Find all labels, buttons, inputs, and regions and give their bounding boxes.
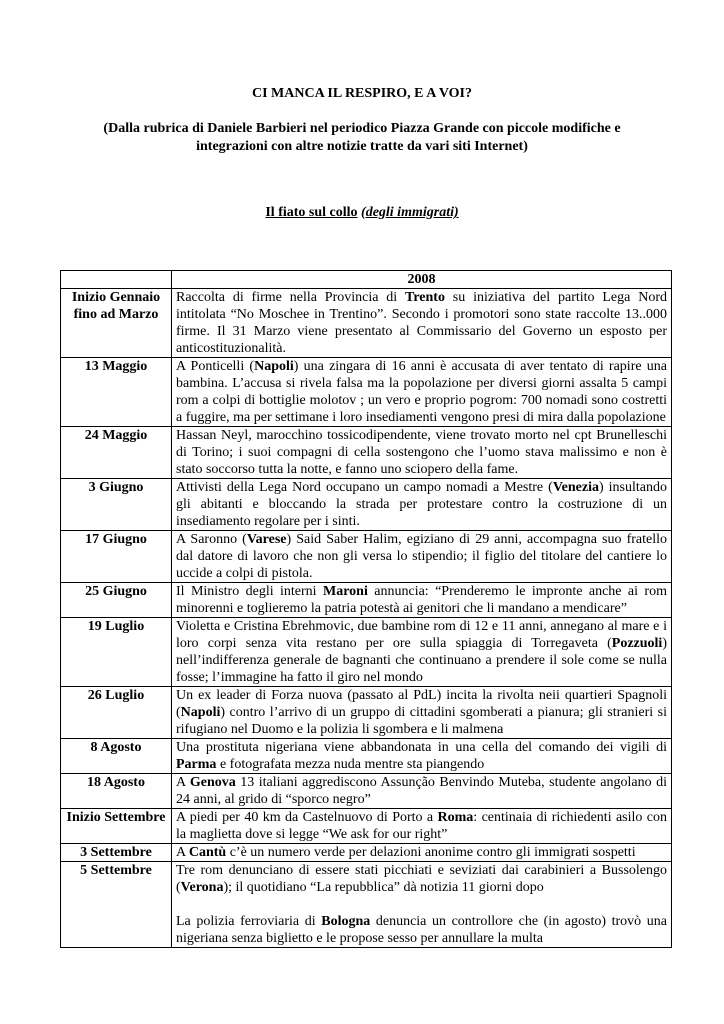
event-description: A Cantù c’è un numero verde per delazioni anonime contro gli immigrati sospetti <box>172 844 672 862</box>
section-heading <box>0 205 724 221</box>
place-name: Varese <box>246 532 287 547</box>
event-date: 17 Giugno <box>61 531 172 583</box>
event-description: A Genova 13 italiani aggrediscono Assunção Benvindo Muteba, studente angolano di 24 anni, al grido di “sporco negro” <box>172 774 672 809</box>
paragraph-gap <box>176 896 667 913</box>
event-date: 18 Agosto <box>61 774 172 809</box>
event-description: Il Ministro degli interni Maroni annuncia: “Prenderemo le impronte anche ai rom minorenni e toglieremo la patria potestà ai genitori che li mandano a mendicare” <box>172 583 672 618</box>
section-heading-main: Il fiato sul collo <box>265 205 358 220</box>
event-description: A Saronno (Varese) Said Saber Halim, egiziano di 29 anni, accompagna suo fratello dal datore di lavoro che non gli versa lo stipendio; il figlio del titolare del cantiere lo uccide a colpi di pistola. <box>172 531 672 583</box>
event-paragraph: Tre rom denunciano di essere stati picchiati e seviziati dai carabinieri a Bussolengo (Verona); il quotidiano “La repubblica” dà notizia 11 giorni dopo <box>176 863 667 895</box>
document-title: CI MANCA IL RESPIRO, E A VOI? <box>251 86 472 101</box>
event-date: 8 Agosto <box>61 739 172 774</box>
event-description <box>172 862 672 948</box>
place-name: Venezia <box>552 480 599 495</box>
event-description: Raccolta di firme nella Provincia di Trento su iniziativa del partito Lega Nord intitolata “No Moschee in Trentino”. Secondo i promotori sono state raccolte 13..000 firme. Il 31 Marzo viene presentato al Commissario del Governo un esposto per anticostituzionalità. <box>172 289 672 358</box>
event-date: 26 Luglio <box>61 687 172 739</box>
table-row <box>61 479 672 531</box>
table-row <box>61 583 672 618</box>
header-empty-cell <box>61 271 172 289</box>
table-row <box>61 358 672 427</box>
event-paragraph: La polizia ferroviaria di Bologna denuncia un controllore che (in agosto) trovò una nigeriana senza biglietto e le propose sesso per annullare la multa <box>176 914 667 946</box>
event-description: Hassan Neyl, marocchino tossicodipendente, viene trovato morto nel cpt Brunelleschi di Torino; i suoi compagni di cella sostengono che l’uomo stava malissimo e non è stato soccorso tutta la notte, e fanno uno sciopero della fame. <box>172 427 672 479</box>
place-name: Parma <box>176 757 217 772</box>
event-description: A piedi per 40 km da Castelnuovo di Porto a Roma: centinaia di richiedenti asilo con la maglietta dove si legge “We ask for our right” <box>172 809 672 844</box>
event-description: Violetta e Cristina Ebrehmovic, due bambine rom di 12 e 11 anni, annegano al mare e i loro corpi senza vita restano per ore sulla spiaggia di Torregaveta (Pozzuoli) nell’indifferenza generale de bagnanti che continuano a prendere il sole come se nulla fosse; l’immagine ha fatto il giro nel mondo <box>172 618 672 687</box>
person-name: Maroni <box>322 584 368 599</box>
table-row <box>61 618 672 687</box>
event-date: 19 Luglio <box>61 618 172 687</box>
place-name: Roma <box>437 810 474 825</box>
event-description: Attivisti della Lega Nord occupano un campo nomadi a Mestre (Venezia) insultando gli abitanti e bloccando la strada per protestare contro la costruzione di un insediamento regolare per i sinti. <box>172 479 672 531</box>
year-header: 2008 <box>172 271 672 289</box>
place-name: Verona <box>180 880 224 895</box>
table-row <box>61 774 672 809</box>
place-name: Trento <box>405 290 445 305</box>
event-date: 25 Giugno <box>61 583 172 618</box>
event-date: 5 Settembre <box>61 862 172 948</box>
event-description: Un ex leader di Forza nuova (passato al PdL) incita la rivolta neii quartieri Spagnoli (Napoli) contro l’arrivo di un gruppo di cittadini sgomberati a pianura; gli stranieri si rifugiano nel Duomo e la polizia li sgombera e li malmena <box>172 687 672 739</box>
event-date: Inizio Gennaio fino ad Marzo <box>61 289 172 358</box>
event-date: 3 Settembre <box>61 844 172 862</box>
table-row <box>61 531 672 583</box>
table-row <box>61 862 672 948</box>
place-name: Cantù <box>188 845 227 860</box>
event-description: Una prostituta nigeriana viene abbandonata in una cella del comando dei vigili di Parma e fotografata mezza nuda mentre sta piangendo <box>172 739 672 774</box>
document-subtitle: (Dalla rubrica di Daniele Barbieri nel periodico Piazza Grande con piccole modifiche e integrazioni con altre notizie tratte da vari siti Internet) <box>103 121 621 154</box>
table-row <box>61 427 672 479</box>
table-row <box>61 687 672 739</box>
table-row <box>61 809 672 844</box>
event-date: 24 Maggio <box>61 427 172 479</box>
table-header-row <box>61 271 672 289</box>
place-name: Napoli <box>254 359 294 374</box>
place-name: Genova <box>189 775 236 790</box>
place-name: Bologna <box>321 914 371 929</box>
table-row <box>61 289 672 358</box>
event-date: 3 Giugno <box>61 479 172 531</box>
timeline-table <box>60 270 672 948</box>
place-name: Pozzuoli <box>611 636 663 651</box>
place-name: Napoli <box>180 705 221 720</box>
event-date: Inizio Settembre <box>61 809 172 844</box>
event-date: 13 Maggio <box>61 358 172 427</box>
section-heading-italic: (degli immigrati) <box>361 205 459 220</box>
table-row <box>61 739 672 774</box>
event-description: A Ponticelli (Napoli) una zingara di 16 anni è accusata di aver tentato di rapire una bambina. L’accusa si rivela falsa ma la popolazione per diversi giorni assalta 5 campi rom a colpi di bottiglie molotov ; un vero e proprio pogrom: 700 nomadi sono costretti a fuggire, ma per settimane i loro insediamenti vengono presi di mira dalla popolazione <box>172 358 672 427</box>
table-row <box>61 844 672 862</box>
